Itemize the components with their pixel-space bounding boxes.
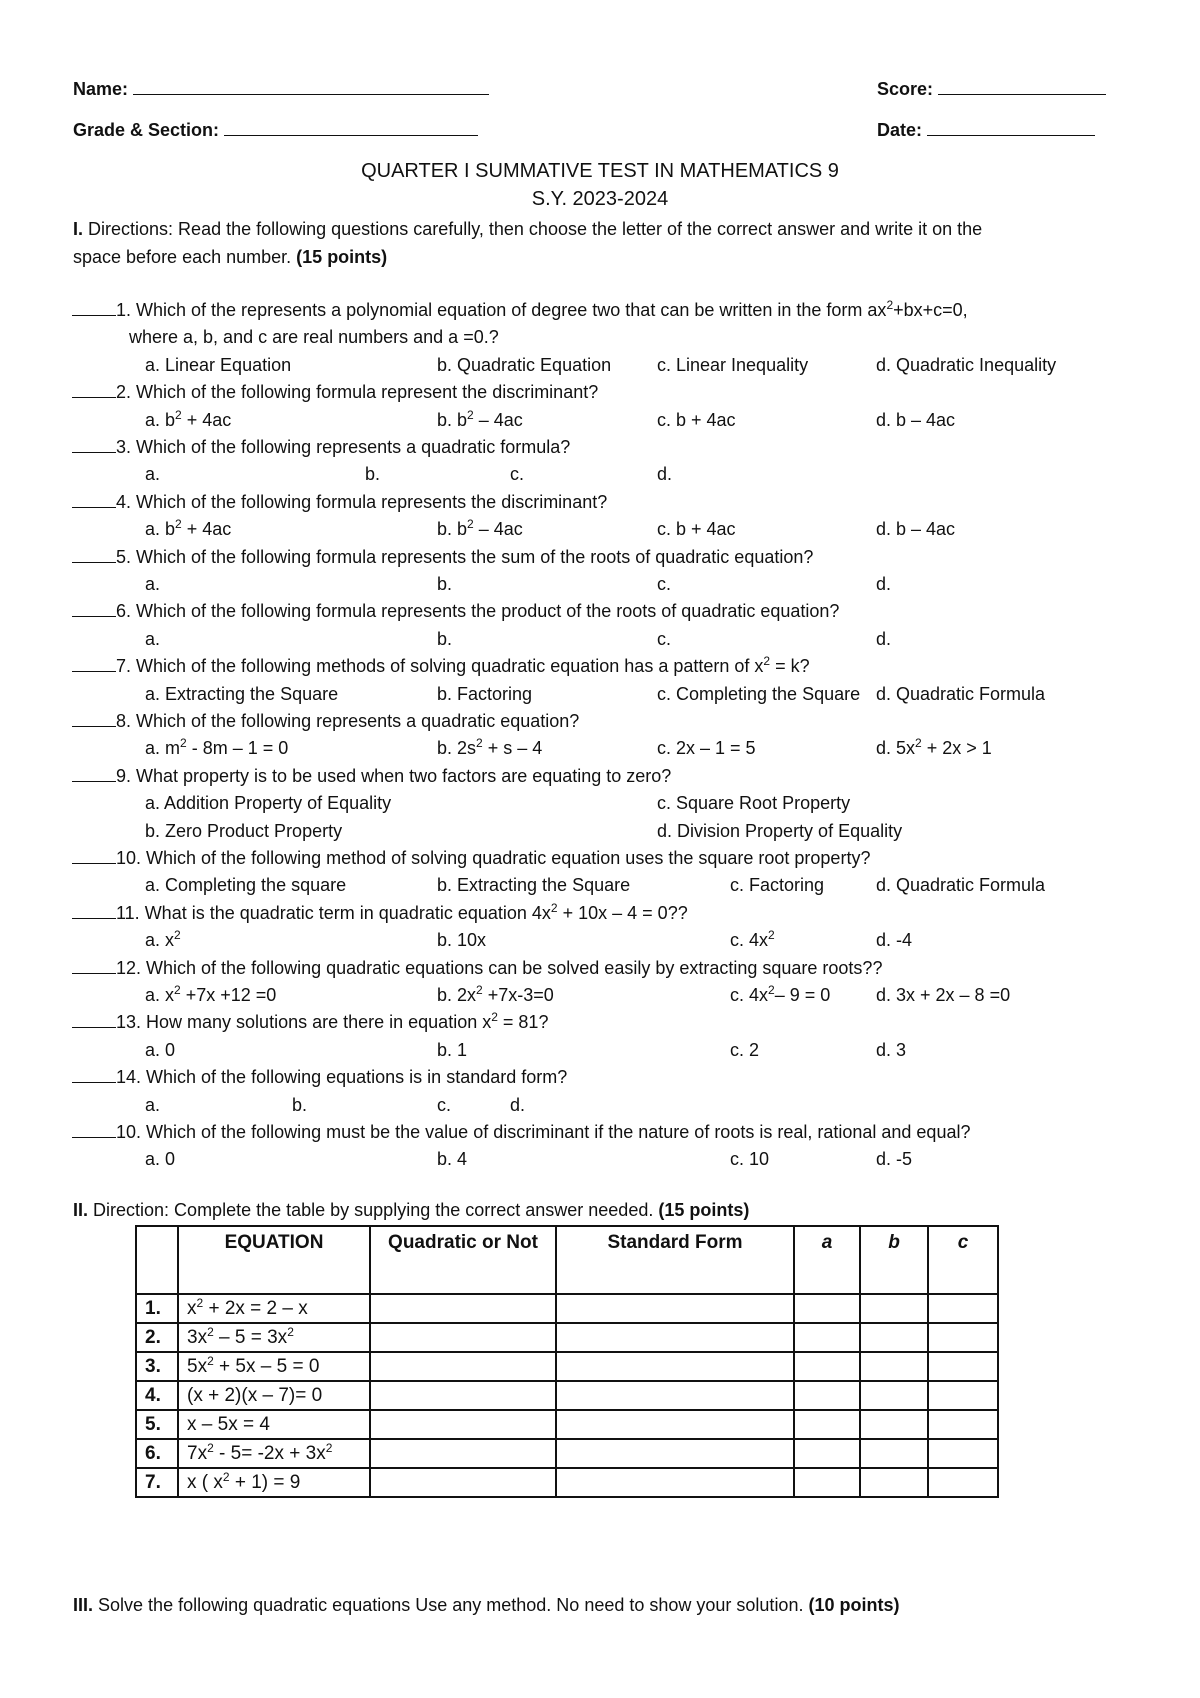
- option: d. b – 4ac: [876, 519, 956, 540]
- question-15: [72, 1121, 970, 1143]
- option: a. $b^2 + 4ac$: [145, 407, 232, 430]
- option: a. Addition Property of Equality: [145, 793, 392, 814]
- question-text: 11. What is the quadratic term in quadratic equation $4x^2 + 10x - 4 = 0$??: [116, 900, 688, 923]
- row-equation: x ( $x^2 + 1) = 9$: [178, 1468, 370, 1497]
- question-13: [72, 1011, 548, 1033]
- option: c. $4x^2$: [730, 928, 775, 951]
- option: a. $m^2 - 8m - 1 = 0$: [145, 736, 289, 759]
- standard-form-cell[interactable]: [556, 1381, 794, 1410]
- part1-points: (15 points): [296, 247, 388, 267]
- question-text: 12. Which of the following quadratic equations can be solved easily by extracting square roots??: [116, 957, 883, 978]
- option: c. 2: [730, 1039, 760, 1060]
- a-cell[interactable]: [794, 1410, 860, 1439]
- option: c.: [657, 628, 672, 649]
- option: a. $x^2 +7x +12 =0$: [145, 983, 277, 1005]
- grade-section-label: Grade & Section:: [73, 120, 220, 140]
- option: c. $4x^2-$ 9 = 0: [730, 983, 831, 1005]
- part3-direction: [73, 1594, 900, 1616]
- option: c. 2x – 1 = 5: [657, 738, 756, 759]
- option: b. $b^2 - 4ac$: [437, 407, 523, 430]
- table-header-b: b: [860, 1226, 928, 1294]
- part3-roman: III.: [73, 1595, 94, 1615]
- quadratic-cell[interactable]: [370, 1294, 556, 1323]
- standard-form-cell[interactable]: [556, 1410, 794, 1439]
- option: d. b – 4ac: [876, 409, 956, 430]
- option: c. Linear Inequality: [657, 354, 809, 375]
- option: b.: [292, 1094, 308, 1115]
- table-row: [136, 1352, 998, 1381]
- row-equation: $5x^2 + 5x - 5 = 0$: [178, 1352, 370, 1381]
- table-header-row: [136, 1226, 998, 1294]
- option: a. Linear Equation: [145, 354, 292, 375]
- option: a. 0: [145, 1039, 176, 1060]
- question-text: 5. Which of the following formula represents the sum of the roots of quadratic equation?: [116, 546, 814, 567]
- answer-blank[interactable]: [72, 1066, 116, 1083]
- answer-blank[interactable]: [72, 600, 116, 617]
- option: b.: [365, 464, 381, 485]
- question-10: [72, 847, 870, 869]
- question-14: [72, 1066, 567, 1088]
- option: d.: [657, 464, 673, 485]
- c-cell[interactable]: [928, 1410, 998, 1439]
- row-equation: $x^2 + 2x = 2 - x$: [178, 1294, 370, 1323]
- option: c. Factoring: [730, 875, 825, 896]
- option: c. 10: [730, 1149, 770, 1170]
- question-text: 8. Which of the following represents a quadratic equation?: [116, 711, 580, 731]
- answer-blank[interactable]: [72, 1011, 116, 1028]
- part2-direction: [73, 1199, 749, 1221]
- standard-form-cell[interactable]: [556, 1323, 794, 1352]
- option: b.: [437, 574, 453, 594]
- question-text-continued: where a, b, and c are real numbers and a =0.?: [129, 327, 499, 348]
- question-text: 2. Which of the following formula represent the discriminant?: [116, 382, 599, 403]
- quadratic-cell[interactable]: [370, 1468, 556, 1497]
- option: a.: [145, 1094, 161, 1115]
- date-label: Date:: [877, 120, 923, 140]
- question-text: 7. Which of the following methods of solving quadratic equation has a pattern of $x^2 = k$?: [116, 654, 810, 677]
- date-blank[interactable]: [927, 117, 1095, 136]
- a-cell[interactable]: [794, 1294, 860, 1323]
- c-cell[interactable]: [928, 1294, 998, 1323]
- question-12: [72, 957, 882, 979]
- part1-roman: I.: [73, 219, 84, 239]
- question-text: 3. Which of the following represents a quadratic formula?: [116, 437, 571, 457]
- option: c. Completing the Square: [657, 683, 861, 704]
- option: b. $2s^2 + s - 4$: [437, 736, 543, 759]
- row-number: 4.: [136, 1381, 178, 1410]
- option: b. 4: [437, 1149, 468, 1170]
- question-text: 13. How many solutions are there in equation $x^2 = 81$?: [116, 1010, 549, 1033]
- score-field: [877, 76, 1106, 100]
- option: a.: [145, 464, 161, 485]
- option: d. 3x + 2x – 8 =0: [876, 985, 1011, 1005]
- table-row: [136, 1410, 998, 1439]
- c-cell[interactable]: [928, 1439, 998, 1468]
- part1-directions-text: Directions: Read the following questions carefully, then choose the letter of the correct answer and write it on the: [88, 219, 983, 239]
- table-row: [136, 1294, 998, 1323]
- option: c.: [437, 1094, 452, 1115]
- answer-blank[interactable]: [72, 765, 116, 782]
- table-body: [136, 1294, 998, 1497]
- option: d. Quadratic Formula: [876, 875, 1046, 896]
- a-cell[interactable]: [794, 1381, 860, 1410]
- row-number: 7.: [136, 1468, 178, 1497]
- option: d.: [510, 1094, 526, 1115]
- table-header-c: c: [928, 1226, 998, 1294]
- option: a. 0: [145, 1149, 176, 1170]
- answer-blank[interactable]: [72, 491, 116, 508]
- grade-section-field: [73, 117, 478, 141]
- answer-blank[interactable]: [72, 957, 116, 974]
- answer-blank[interactable]: [72, 299, 116, 316]
- answer-blank[interactable]: [72, 546, 116, 563]
- table-header-num: [136, 1226, 178, 1294]
- b-cell[interactable]: [860, 1439, 928, 1468]
- table-header-standard-form: Standard Form: [556, 1226, 794, 1294]
- standard-form-cell[interactable]: [556, 1468, 794, 1497]
- question-3: [72, 436, 570, 458]
- question-text: 10. Which of the following method of solving quadratic equation uses the square root property?: [116, 848, 871, 868]
- answer-blank[interactable]: [72, 710, 116, 727]
- date-field: [877, 117, 1095, 141]
- option: c. b + 4ac: [657, 519, 736, 540]
- c-cell[interactable]: [928, 1468, 998, 1497]
- row-equation: (x + 2)(x – 7)= 0: [178, 1381, 370, 1410]
- answer-blank[interactable]: [72, 902, 116, 919]
- standard-form-cell[interactable]: [556, 1439, 794, 1468]
- score-label: Score:: [877, 79, 934, 99]
- table-row: [136, 1381, 998, 1410]
- answer-blank[interactable]: [72, 1121, 116, 1138]
- b-cell[interactable]: [860, 1323, 928, 1352]
- c-cell[interactable]: [928, 1352, 998, 1381]
- option: a.: [145, 628, 161, 649]
- a-cell[interactable]: [794, 1439, 860, 1468]
- option: b. $2x^2 +7x-3=0$: [437, 983, 554, 1005]
- school-year: S.Y. 2023-2024: [531, 188, 669, 210]
- option: a.: [145, 574, 161, 594]
- b-cell[interactable]: [860, 1352, 928, 1381]
- option: d. Division Property of Equality: [657, 820, 903, 841]
- option: d. 3: [876, 1039, 907, 1060]
- b-cell[interactable]: [860, 1468, 928, 1497]
- part1-directions-line1: [73, 218, 982, 240]
- part1-directions-line2: [73, 246, 387, 268]
- question-4: [72, 491, 607, 513]
- quadratic-cell[interactable]: [370, 1410, 556, 1439]
- table-row: [136, 1468, 998, 1497]
- answer-blank[interactable]: [72, 436, 116, 453]
- part2-points: (15 points): [658, 1200, 750, 1220]
- table-header-quadratic: Quadratic or Not: [370, 1226, 556, 1294]
- question-text: 9. What property is to be used when two factors are equating to zero?: [116, 765, 672, 786]
- option: a. Extracting the Square: [145, 683, 339, 704]
- name-blank[interactable]: [133, 76, 489, 95]
- part2-direction-text: Direction: Complete the table by supplying the correct answer needed.: [93, 1200, 654, 1220]
- name-field: [73, 76, 489, 100]
- option: b. Quadratic Equation: [437, 354, 612, 375]
- equation-table: [135, 1225, 999, 1498]
- question-5: [72, 546, 813, 568]
- option: a. Completing the square: [145, 875, 347, 896]
- question-6: [72, 600, 839, 622]
- b-cell[interactable]: [860, 1381, 928, 1410]
- option: c.: [657, 574, 672, 594]
- option: b. $b^2 - 4ac$: [437, 517, 523, 540]
- page-title: QUARTER I SUMMATIVE TEST IN MATHEMATICS 9: [361, 160, 839, 182]
- table-header-a: a: [794, 1226, 860, 1294]
- standard-form-cell[interactable]: [556, 1294, 794, 1323]
- option: d. Quadratic Inequality: [876, 354, 1057, 375]
- question-11: [72, 902, 688, 924]
- option: b. 1: [437, 1039, 468, 1060]
- c-cell[interactable]: [928, 1323, 998, 1352]
- option: c. Square Root Property: [657, 793, 851, 814]
- option: d.: [876, 628, 892, 649]
- option: a. $b^2 + 4ac$: [145, 517, 232, 540]
- quadratic-cell[interactable]: [370, 1381, 556, 1410]
- a-cell[interactable]: [794, 1468, 860, 1497]
- option: d. Quadratic Formula: [876, 683, 1046, 704]
- grade-section-blank[interactable]: [224, 117, 478, 136]
- score-blank[interactable]: [938, 76, 1106, 95]
- row-number: 1.: [136, 1294, 178, 1323]
- part2-roman: II.: [73, 1200, 89, 1220]
- option: b. Zero Product Property: [145, 820, 343, 841]
- quadratic-cell[interactable]: [370, 1352, 556, 1381]
- table-row: [136, 1323, 998, 1352]
- answer-blank[interactable]: [72, 381, 116, 398]
- b-cell[interactable]: [860, 1294, 928, 1323]
- a-cell[interactable]: [794, 1323, 860, 1352]
- table-header-equation: EQUATION: [178, 1226, 370, 1294]
- table-row: [136, 1439, 998, 1468]
- b-cell[interactable]: [860, 1410, 928, 1439]
- option: b. 10x: [437, 930, 487, 951]
- question-text: 6. Which of the following formula represents the product of the roots of quadratic equation?: [116, 601, 840, 622]
- question-8: [72, 710, 579, 732]
- option: b.: [437, 628, 453, 649]
- question-text: 14. Which of the following equations is in standard form?: [116, 1067, 568, 1088]
- row-equation: $3x^2 - 5 = 3x^2$: [178, 1323, 370, 1352]
- c-cell[interactable]: [928, 1381, 998, 1410]
- option: d. -4: [876, 930, 913, 951]
- question-2: [72, 381, 598, 403]
- question-9: [72, 765, 671, 787]
- answer-blank[interactable]: [72, 847, 116, 864]
- row-number: 3.: [136, 1352, 178, 1381]
- row-equation: $7x^2 - 5= -2x + 3x^2$: [178, 1439, 370, 1468]
- row-number: 6.: [136, 1439, 178, 1468]
- question-text: 1. Which of the represents a polynomial equation of degree two that can be written in the form $ax^2+bx+c=0$,: [116, 298, 968, 320]
- option: a. $x^2$: [145, 928, 181, 951]
- option: b. Extracting the Square: [437, 875, 631, 896]
- name-label: Name:: [73, 79, 129, 99]
- standard-form-cell[interactable]: [556, 1352, 794, 1381]
- part3-text: Solve the following quadratic equations Use any method. No need to show your solution.: [98, 1595, 804, 1615]
- quadratic-cell[interactable]: [370, 1439, 556, 1468]
- quadratic-cell[interactable]: [370, 1323, 556, 1352]
- a-cell[interactable]: [794, 1352, 860, 1381]
- row-number: 5.: [136, 1410, 178, 1439]
- option: b. Factoring: [437, 683, 533, 704]
- question-7: [72, 655, 810, 677]
- row-number: 2.: [136, 1323, 178, 1352]
- row-equation: x – 5x = 4: [178, 1410, 370, 1439]
- option: d. $5x^2 + 2x > 1$: [876, 736, 992, 759]
- option: d.: [876, 574, 892, 594]
- option: c.: [510, 464, 525, 485]
- answer-blank[interactable]: [72, 655, 116, 672]
- question-1: [72, 299, 968, 321]
- part3-points: (10 points): [808, 1595, 900, 1615]
- question-text: 10. Which of the following must be the value of discriminant if the nature of roots is real, rational and equal?: [116, 1122, 971, 1142]
- part1-directions-text2: space before each number.: [73, 247, 292, 267]
- option: d. -5: [876, 1149, 913, 1170]
- question-text: 4. Which of the following formula represents the discriminant?: [116, 491, 608, 512]
- option: c. b + 4ac: [657, 409, 736, 430]
